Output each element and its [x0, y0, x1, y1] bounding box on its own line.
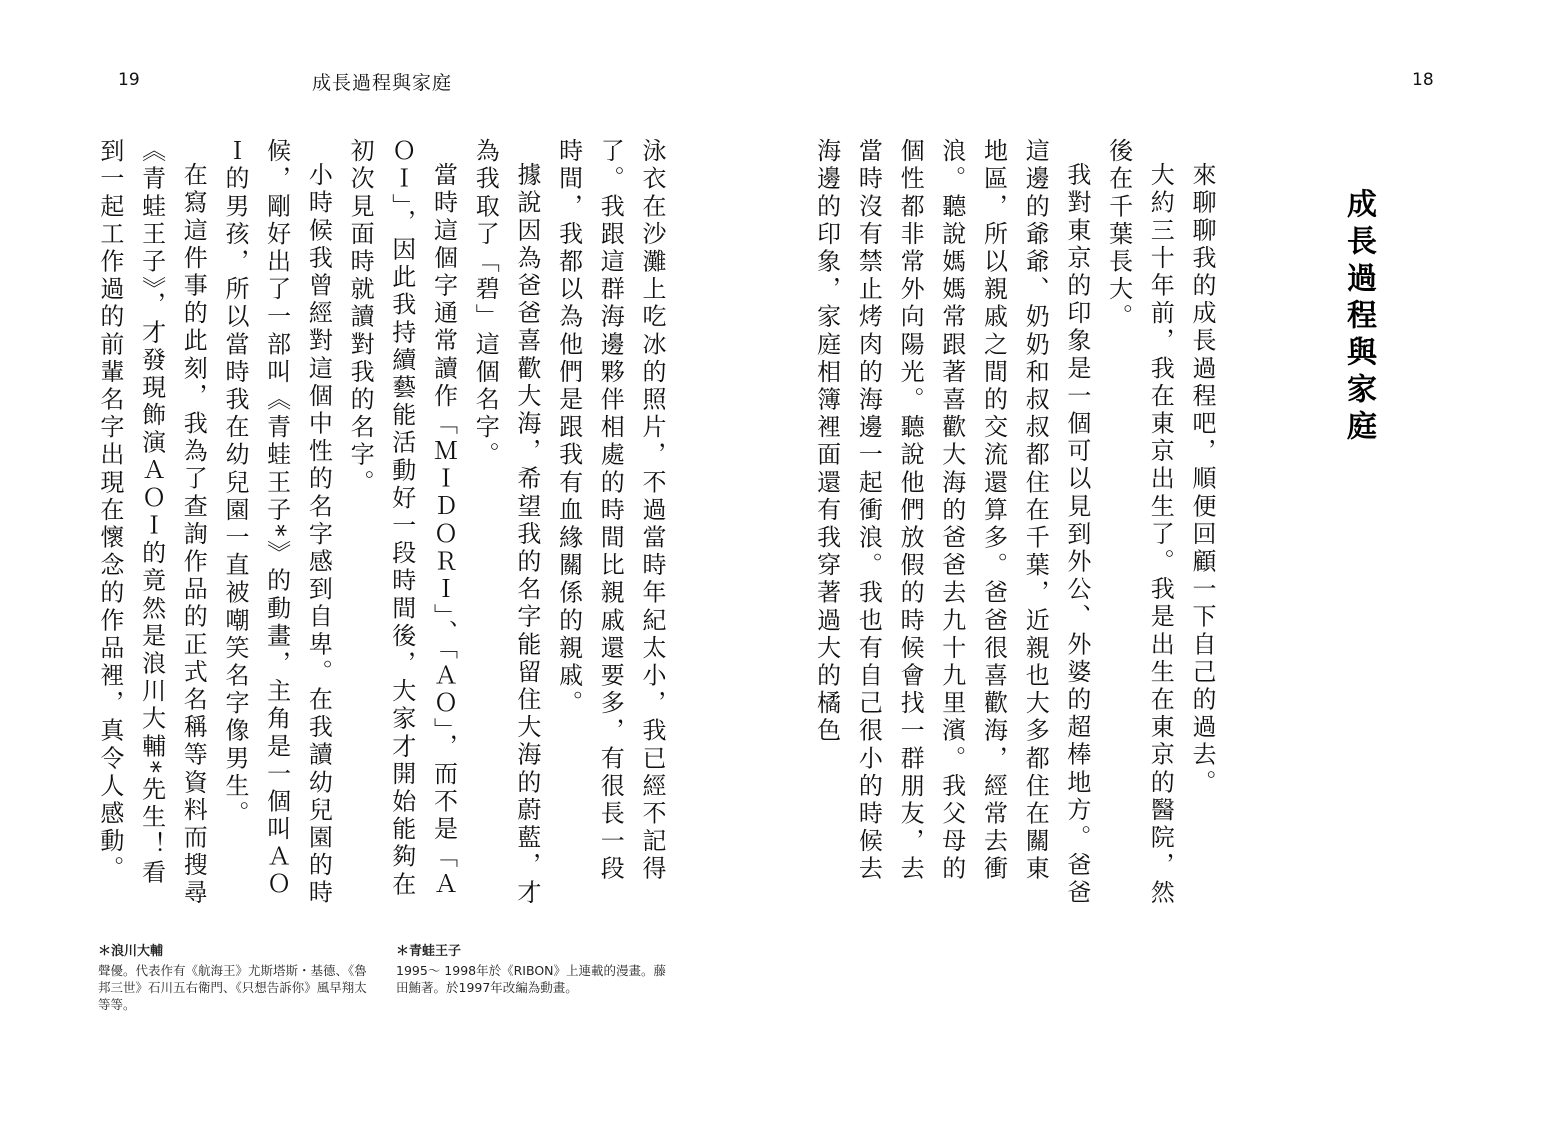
footnote-aoi [396, 943, 666, 996]
left-body-text [92, 138, 672, 908]
paragraph: 泳衣在沙灘上吃冰的照片，不過當時年紀太小，我已經不記得了。我跟這群海邊夥伴相處的時間比親戚還要多，有很長一段時間，我都以為他們是跟我有血緣關係的親戚。 [554, 138, 666, 884]
footnote-namikawa [98, 943, 368, 1013]
footnote-text: 聲優。代表作有《航海王》尤斯塔斯・基德、《魯邦三世》石川五右衛門、《只想告訴你》風早翔太等等。 [98, 963, 367, 1012]
chapter-title: 成長過程與家庭 [1341, 188, 1376, 447]
paragraph: 據說因為爸爸喜歡大海，希望我的名字能留住大海的蔚藍，才為我取了「碧」這個名字。 [471, 138, 541, 908]
footnote-text: 1995～ 1998年於《RIBON》上連載的漫畫。藤田鮪著。於1997年改編為動畫。 [396, 963, 667, 995]
paragraph: 我對東京的印象是一個可以見到外公、外婆的超棒地方。爸爸這邊的爺爺、奶奶和叔叔都住在千葉，近親也大多都住在關東地區，所以親戚之間的交流還算多。爸爸很喜歡海，經常去衝浪。聽說媽媽常跟著喜歡大海的爸爸去九十九里濱。我父母的個性都非常外向陽光。聽說他們放假的時候會找一群朋友，去當時沒有禁止烤肉的海邊一起衝浪。我也有自己很小的時候去海邊的印象，家庭相簿裡面還有我穿著過大的橘色 [812, 138, 1091, 908]
page-number-left: 19 [118, 70, 140, 90]
page-number-right: 18 [1412, 70, 1434, 90]
footnote-title: ＊浪川大輔 [98, 944, 164, 959]
right-page [774, 0, 1548, 1128]
footnote-title: ＊青蛙王子 [396, 944, 462, 959]
paragraph: 大約三十年前，我在東京出生了。我是出生在東京的醫院，然後在千葉長大。 [1104, 138, 1175, 908]
right-body-text [812, 138, 1222, 908]
paragraph: 來聊聊我的成長過程吧，順便回顧一下自己的過去。 [1188, 162, 1216, 797]
paragraph: 在寫這件事的此刻，我為了查詢作品的正式名稱等資料而搜尋《青蛙王子》，才發現飾演ＡＯＩ的竟然是浪川大輔*先生！看到一起工作過的前輩名字出現在懷念的作品裡，真令人感動。 [95, 138, 208, 908]
paragraph: 當時這個字通常讀作「ＭＩＤＯＲＩ」、「ＡＯ」，而不是「ＡＯＩ」，因此我持續藝能活動好一段時間後，大家才開始能夠在初次見面時就讀對我的名字。 [346, 138, 458, 899]
paragraph: 小時候我曾經對這個中性的名字感到自卑。在我讀幼兒園的時候，剛好出了一部叫《青蛙王子*》的動畫，主角是一個叫ＡＯＩ的男孩，所以當時我在幼兒園一直被嘲笑名字像男生。 [220, 138, 333, 908]
running-head: 成長過程與家庭 [312, 72, 453, 94]
